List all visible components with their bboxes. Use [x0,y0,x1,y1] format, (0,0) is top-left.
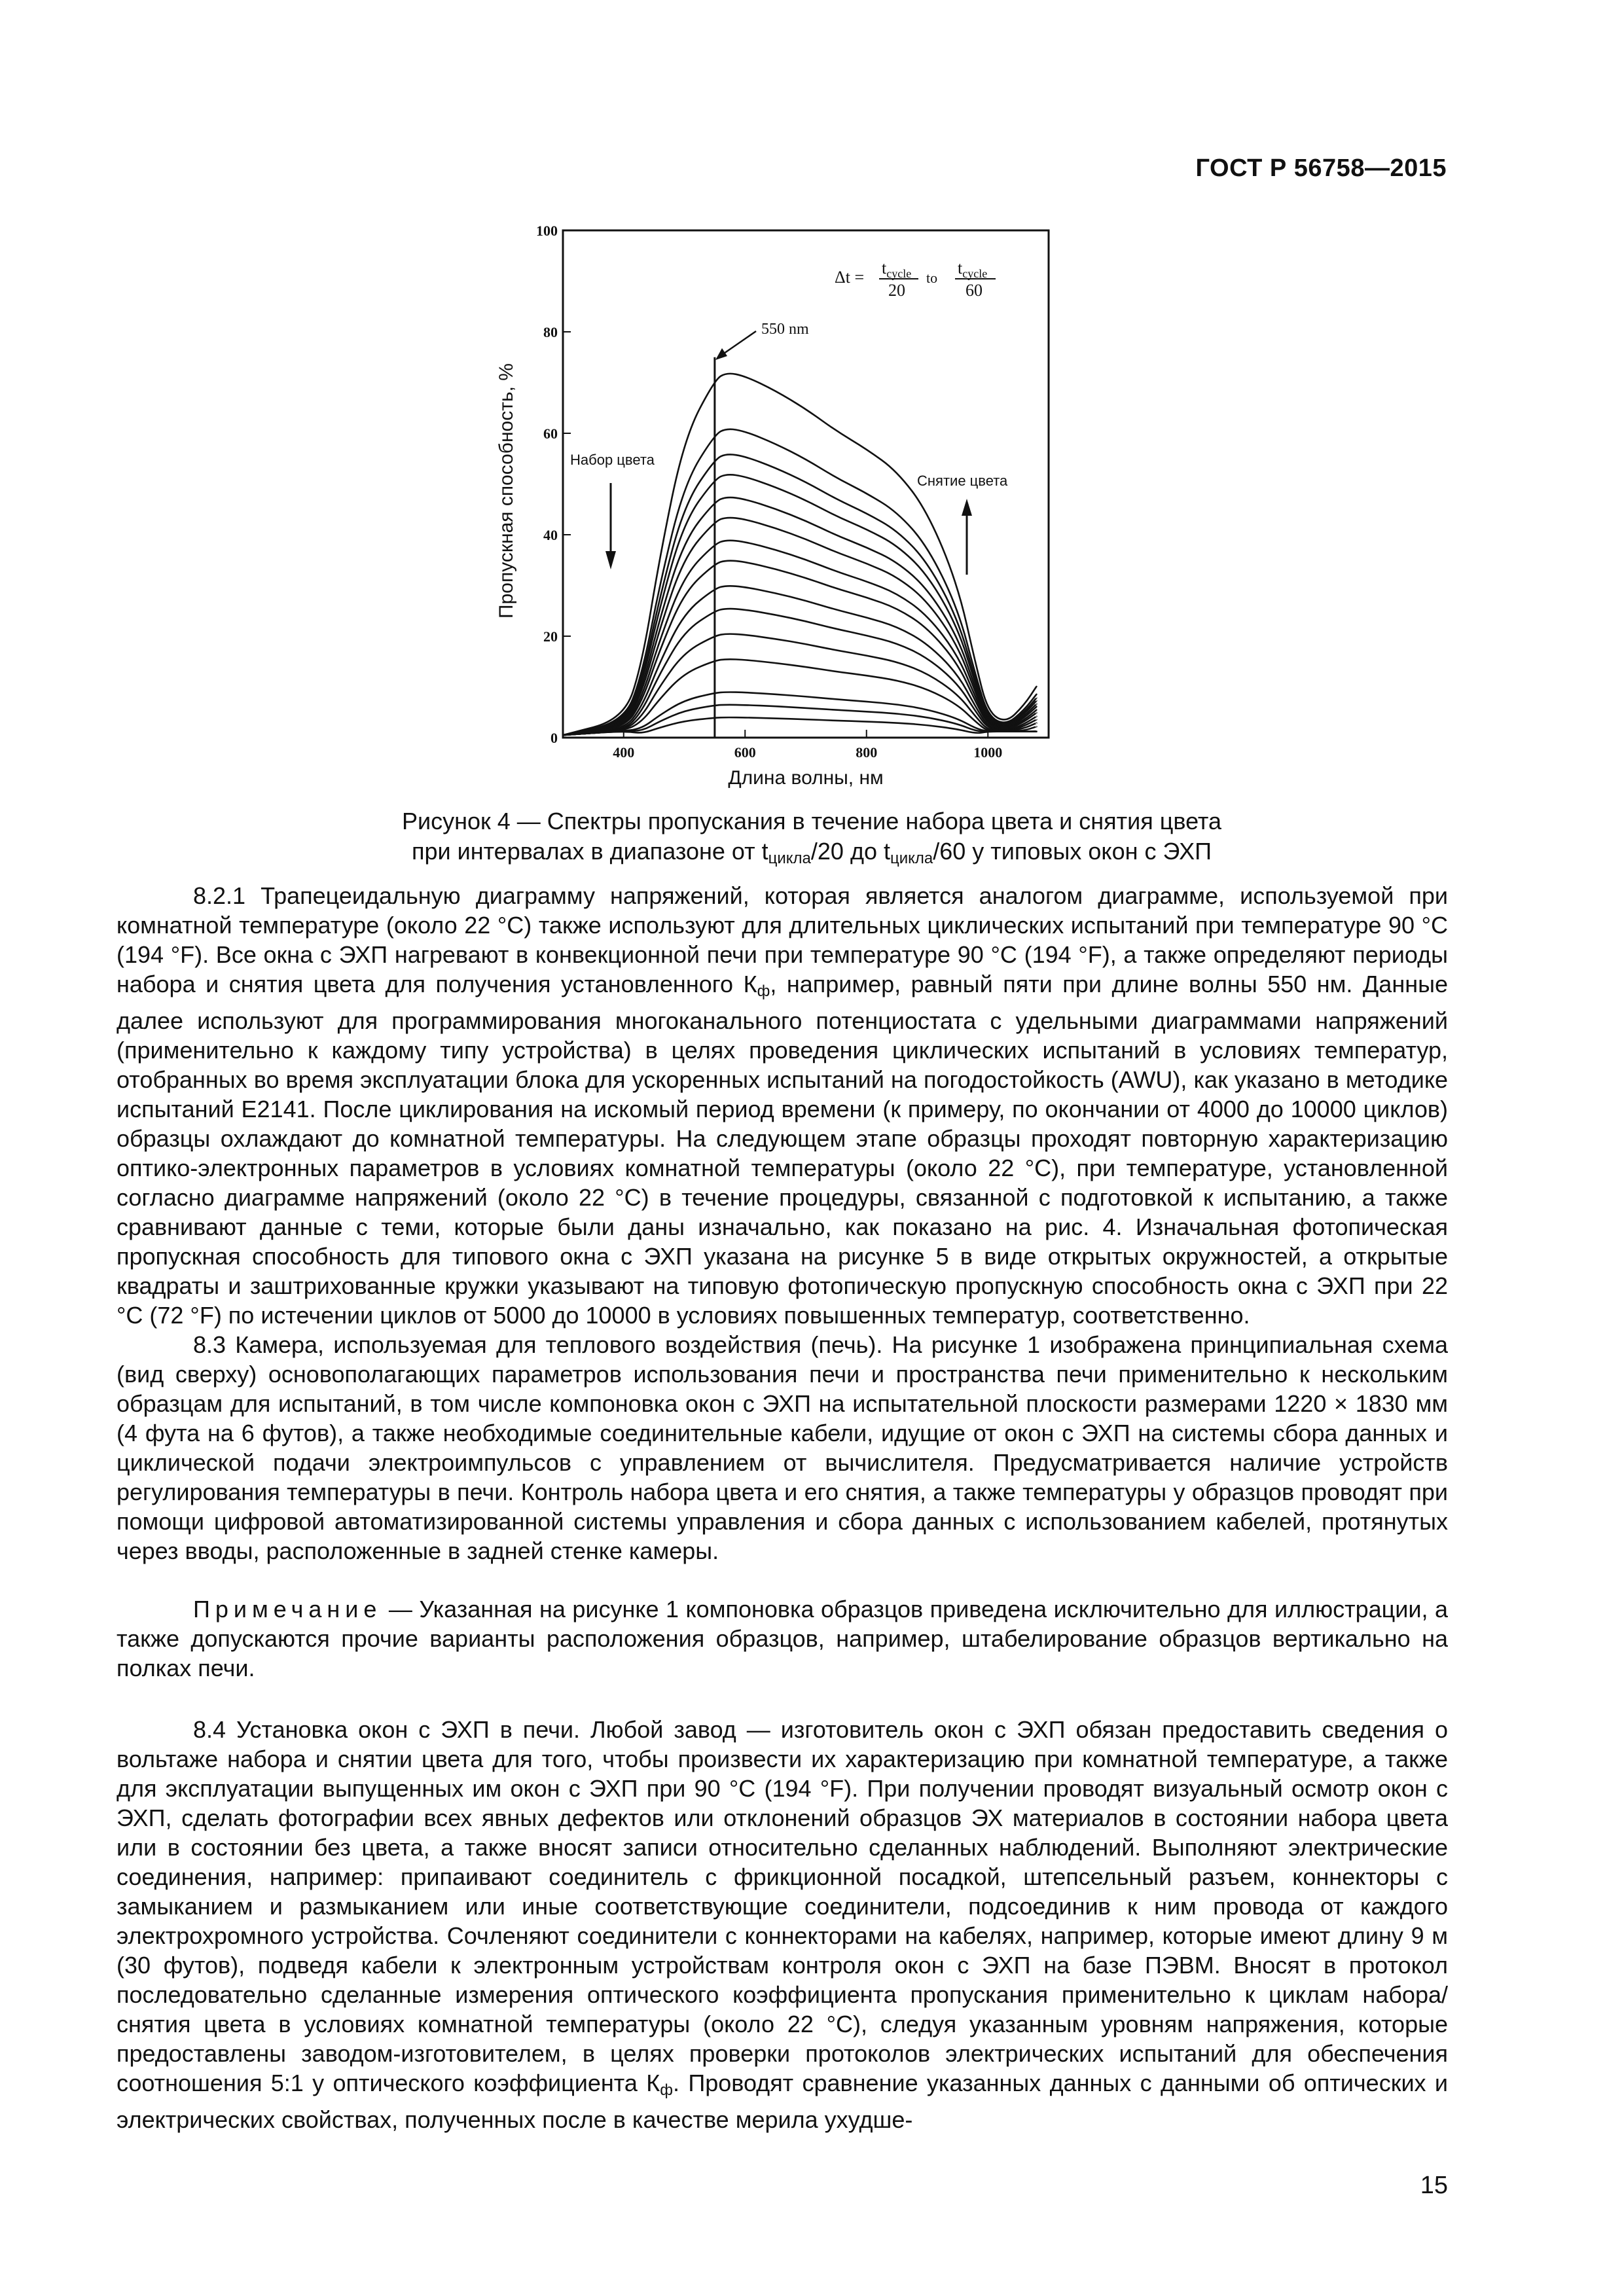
time-interval-formula [835,259,996,300]
transmission-spectra-figure [481,216,1070,805]
bleaching-arrowhead [962,499,972,516]
bleaching-label: Снятие цвета [917,473,1008,489]
body-section-8-2-1-8-3 [117,881,1448,1566]
paragraph-8-2-1 [117,881,1448,1330]
wavelength-marker-arrowhead [715,348,727,360]
formula-num2-sub: cycle [962,267,988,280]
x-tick-label: 600 [734,744,756,761]
figure-caption [118,806,1506,874]
formula-den1: 20 [888,281,905,300]
y-tick-label: 0 [550,730,558,746]
note-paragraph [117,1594,1448,1683]
y-axis-label: Пропускная способность, % [496,363,517,619]
paragraph-8-2-1-part-1: 8.2.1 Трапецеидальную диаграмму напряжений, которая является аналогом диаграмме, используемой при комнатной температуре (около 22 °С) также используют для длительных циклических испытаний при температуре 90 °С (194 °F). Все окна с ЭХП нагревают в конвекционной печи при температуре 90 °С (194 °F), а также определяют периоды набора и снятия цвета для получения установленного К [117,882,1448,997]
caption-line-2-part-a: при интервалах в диапазоне от t [411,838,768,865]
formula-den2: 60 [965,281,983,300]
note-label: Примечание [193,1596,382,1623]
paragraph-8-4-part-1: 8.4 Установка окон с ЭХП в печи. Любой завод — изготовитель окон с ЭХП обязан предоставить сведения о вольтаже набора и снятии цвета для того, чтобы произвести их характеризацию при комнатной температуре, а также для эксплуатации выпущенных им окон с ЭХП при 90 °С (194 °F). При получении проводят визуальный осмотр окон с ЭХП, сделать фотографии всех явных дефектов или отклонений образцов ЭХ материалов в состоянии набора цвета или в состоянии без цвета, а также вносят записи относительно сделанных наблюдений. Выполняют электрические соединения, например: припаивают соединитель с фрикционной посадкой, штепсельный разъем, коннекторы с замыканием и размыканием или иные соответствующие соединители, подсоединив к ним провода от каждого электрохромного устройства. Сочленяют соединители с коннекторами на кабелях, например, которые имеют длину 9 м (30 футов), подведя кабели к электронным устройствам контроля окон с ЭХП на базе ПЭВМ. Вносят в протокол последовательно сделанные измерения оптического коэффициента пропускания применительно к циклам набора/снятия цвета в условиях комнатной температуры (около 22 °С), следуя указанным уровням напряжения, которые предоставлены заводом-изготовителем, в целях проверки протоколов электрических испытаний для обеспечения соотношения 5:1 у оптического коэффициента К [117,1716,1448,2096]
spectrum-curve [563,454,1036,735]
transmission-chart [481,216,1070,805]
paragraph-8-2-1-part-2: , например, равный пяти при длине волны 550 нм. Данные далее используют для программирования многоканального потенциостата с удельными диаграммами напряжений (применительно к каждому типу устройства) в целях проведения циклических испытаний в условиях температур, отобранных во время эксплуатации блока для ускоренных испытаний на погодостойкость (AWU), как указано в методике испытаний Е2141. После циклирования на искомый период времени (к примеру, по окончании от 4000 до 10000 циклов) образцы охлаждают до комнатной температуры. На следующем этапе образцы проходят повторную характеризацию оптико-электронных параметров в условиях комнатной температуры (около 22 °С), при температуре, установленной согласно диаграмме напряжений (около 22 °С) в течение процедуры, связанной с подготовкой к испытанию, а также сравнивают данные с теми, которые были даны изначально, как показано на рис. 4. Изначальная фотопическая пропускная способность для типового окна с ЭХП указана на рисунке 5 в виде открытых окружностей, а открытые квадраты и заштрихованные кружки указывают на типовую фотопическую пропускную способность окна с ЭХП при 22 °С (72 °F) по истечении циклов от 5000 до 10000 в условиях повышенных температур, соответственно. [117,971,1448,1329]
page-number: 15 [1420,2172,1448,2199]
paragraph-8-2-1-subscript: ф [757,982,770,1000]
caption-line-2 [118,836,1506,874]
formula-prefix: Δt = [835,268,865,287]
y-tick-label: 40 [543,527,558,543]
formula-num1-sub: cycle [886,267,912,280]
caption-subscript-1: цикла [768,850,811,867]
formula-num2 [958,259,987,280]
wavelength-marker-arrow [722,331,756,355]
standard-number: ГОСТ Р 56758—2015 [1195,154,1447,182]
caption-line-2-part-c: /60 у типовых окон с ЭХП [933,838,1212,865]
spectra-curves [563,374,1036,735]
x-tick-label: 1000 [973,744,1003,761]
caption-line-2-part-b: /20 до t [810,838,890,865]
x-axis-label: Длина волны, нм [728,767,884,789]
body-section-8-4 [117,1715,1448,2134]
paragraph-8-3: 8.3 Камера, используемая для теплового воздействия (печь). На рисунке 1 изображена принципиальная схема (вид сверху) основополагающих параметров использования печи и пространства печи применительно к нескольким образцам для испытаний, в том числе компоновка окон с ЭХП на испытательной плоскости размерами 1220 × 1830 мм (4 фута на 6 футов), а также необходимые соединительные кабели, идущие от окон с ЭХП на системы сбора данных и циклической подачи электроимпульсов с управлением от вычислителя. Предусматривается наличие устройств регулирования температуры в печи. Контроль набора цвета и его снятия, а также температуры у образцов проводят при помощи цифровой автоматизированной системы управления и сбора данных с использованием кабелей, протянутых через вводы, расположенные в задней стенке камеры. [117,1331,1448,1564]
formula-num1-t: t [882,259,887,278]
wavelength-marker-label: 550 nm [761,321,809,338]
formula-num2-t: t [958,259,963,278]
y-tick-label: 60 [543,425,558,442]
y-tick-label: 20 [543,628,558,645]
axis-ticks [536,223,1002,761]
paragraph-8-4-subscript: ф [660,2081,673,2099]
coloring-arrowhead [605,551,616,569]
caption-subscript-2: цикла [890,850,933,867]
caption-line-1: Рисунок 4 — Спектры пропускания в течение набора цвета и снятия цвета [401,808,1222,834]
y-tick-label: 100 [536,223,558,239]
note-text: — Указанная на рисунке 1 компоновка образцов приведена исключительно для иллюстрации, а также допускаются прочие варианты расположения образцов, например, штабелирование образцов вертикально на полках печи. [117,1596,1448,1681]
note-block [117,1594,1448,1683]
paragraph-8-4 [117,1715,1448,2134]
x-tick-label: 800 [856,744,878,761]
paragraph-8-4-part-2: . Проводят сравнение указанных данных с данными об оптических и электрических свойствах, полученных после в качестве мерила ухудше- [117,2070,1449,2133]
document-header [1047,154,1447,183]
formula-mid: to [926,270,938,286]
x-tick-label: 400 [613,744,635,761]
coloring-label: Набор цвета [570,452,655,468]
y-tick-label: 80 [543,324,558,340]
formula-num1 [882,259,911,280]
